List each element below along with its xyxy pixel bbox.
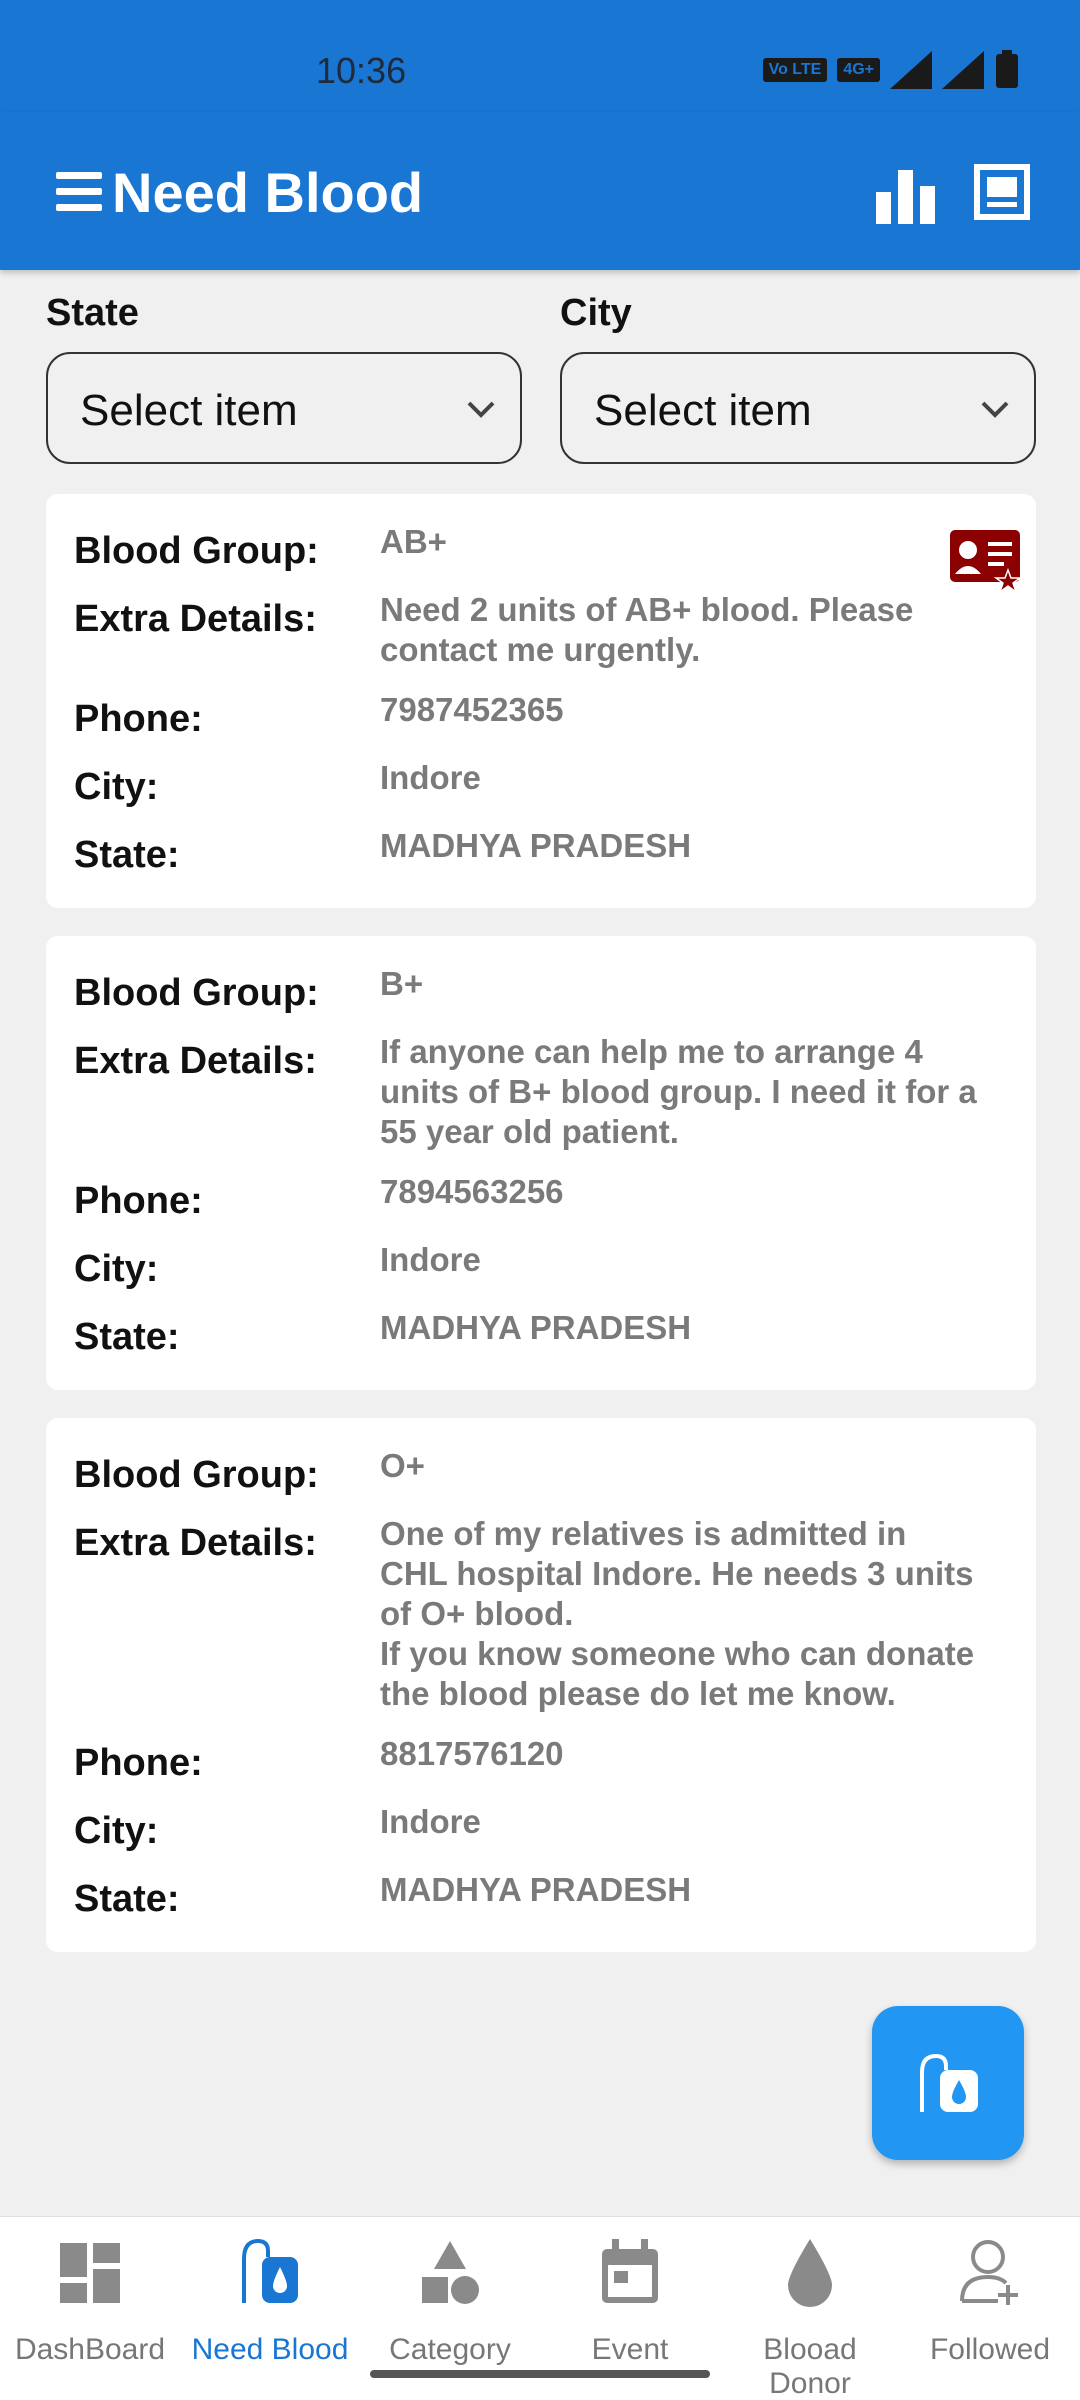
- page-title: Need Blood: [112, 161, 424, 224]
- chevron-down-icon: [466, 394, 496, 424]
- document-icon[interactable]: [974, 164, 1030, 220]
- add-blood-request-button[interactable]: [872, 2006, 1024, 2160]
- nav-item-need-blood[interactable]: [180, 2217, 360, 2400]
- city-dropdown[interactable]: [560, 352, 1036, 464]
- blood-group-value: O+: [380, 1447, 425, 1484]
- blood-group-label: Blood Group:: [74, 530, 319, 572]
- bar-chart-icon[interactable]: [876, 164, 936, 224]
- dashboard-icon: [58, 2237, 122, 2307]
- city-label: City: [560, 292, 632, 334]
- blood-group-label: Blood Group:: [74, 1454, 319, 1496]
- nav-label: Event: [591, 2333, 669, 2366]
- blood-group-label: Blood Group:: [74, 972, 319, 1014]
- nav-item-followed[interactable]: [900, 2217, 1080, 2400]
- blood-bag-icon: [238, 2237, 302, 2307]
- nav-label: Blooad Donor: [763, 2333, 857, 2400]
- status-icons: [763, 50, 1020, 90]
- signal-icon-2: [942, 51, 984, 89]
- extra-details-label: Extra Details:: [74, 598, 317, 640]
- signal-icon: [890, 51, 932, 89]
- extra-details-label: Extra Details:: [74, 1522, 317, 1564]
- calendar-icon: [598, 2237, 662, 2307]
- state-dropdown-value: Select item: [80, 386, 298, 435]
- phone-value[interactable]: 7987452365: [380, 691, 564, 728]
- city-value: Indore: [380, 1241, 481, 1278]
- extra-details-value: If anyone can help me to arrange 4 units of B+ blood group. I need it for a 55 year old patient.: [380, 1033, 977, 1150]
- city-value: Indore: [380, 1803, 481, 1840]
- state-dropdown[interactable]: [46, 352, 522, 464]
- state-label: State:: [74, 834, 180, 876]
- city-dropdown-value: Select item: [594, 386, 812, 435]
- request-card[interactable]: [46, 1418, 1036, 1952]
- extra-details-value: One of my relatives is admitted in CHL hospital Indore. He needs 3 units of O+ blood. If you know someone who can donate the blood please do let me know.: [380, 1515, 975, 1712]
- blood-group-value: B+: [380, 965, 424, 1002]
- chevron-down-icon: [980, 394, 1010, 424]
- request-card[interactable]: [46, 494, 1036, 908]
- network-type-icon: 4G+: [837, 58, 880, 82]
- nav-label: DashBoard: [14, 2333, 166, 2366]
- city-value: Indore: [380, 759, 481, 796]
- nav-item-blood-donor[interactable]: [720, 2217, 900, 2400]
- status-time: 10:36: [316, 50, 407, 91]
- phone-label: Phone:: [74, 698, 203, 740]
- blood-bag-icon: [916, 2050, 982, 2116]
- request-card[interactable]: [46, 936, 1036, 1390]
- state-label: State:: [74, 1316, 180, 1358]
- state-value: MADHYA PRADESH: [380, 1309, 692, 1346]
- menu-icon[interactable]: [56, 172, 102, 212]
- nav-label: Need Blood: [191, 2333, 349, 2366]
- state-label: State:: [74, 1878, 180, 1920]
- phone-label: Phone:: [74, 1742, 203, 1784]
- city-label: City:: [74, 1810, 159, 1852]
- extra-details-label: Extra Details:: [74, 1040, 317, 1082]
- city-label: City:: [74, 1248, 159, 1290]
- state-value: MADHYA PRADESH: [380, 1871, 692, 1908]
- city-label: City:: [74, 766, 159, 808]
- home-indicator[interactable]: [370, 2370, 710, 2378]
- blood-drop-icon: [778, 2237, 842, 2307]
- state-label: State: [46, 292, 139, 334]
- battery-icon: [994, 50, 1020, 90]
- volte-icon: Vo LTE: [763, 58, 828, 82]
- nav-label: Category: [389, 2333, 511, 2366]
- extra-details-value: Need 2 units of AB+ blood. Please contact me urgently.: [380, 591, 914, 668]
- app-bar: [0, 112, 1080, 270]
- status-bar: [0, 0, 1080, 112]
- phone-value[interactable]: 8817576120: [380, 1735, 564, 1772]
- add-person-icon: [958, 2237, 1022, 2307]
- nav-label: Followed: [929, 2333, 1051, 2366]
- nav-item-dashboard[interactable]: [0, 2217, 180, 2400]
- state-value: MADHYA PRADESH: [380, 827, 692, 864]
- phone-label: Phone:: [74, 1180, 203, 1222]
- blood-group-value: AB+: [380, 523, 447, 560]
- phone-value[interactable]: 7894563256: [380, 1173, 564, 1210]
- category-icon: [418, 2237, 482, 2307]
